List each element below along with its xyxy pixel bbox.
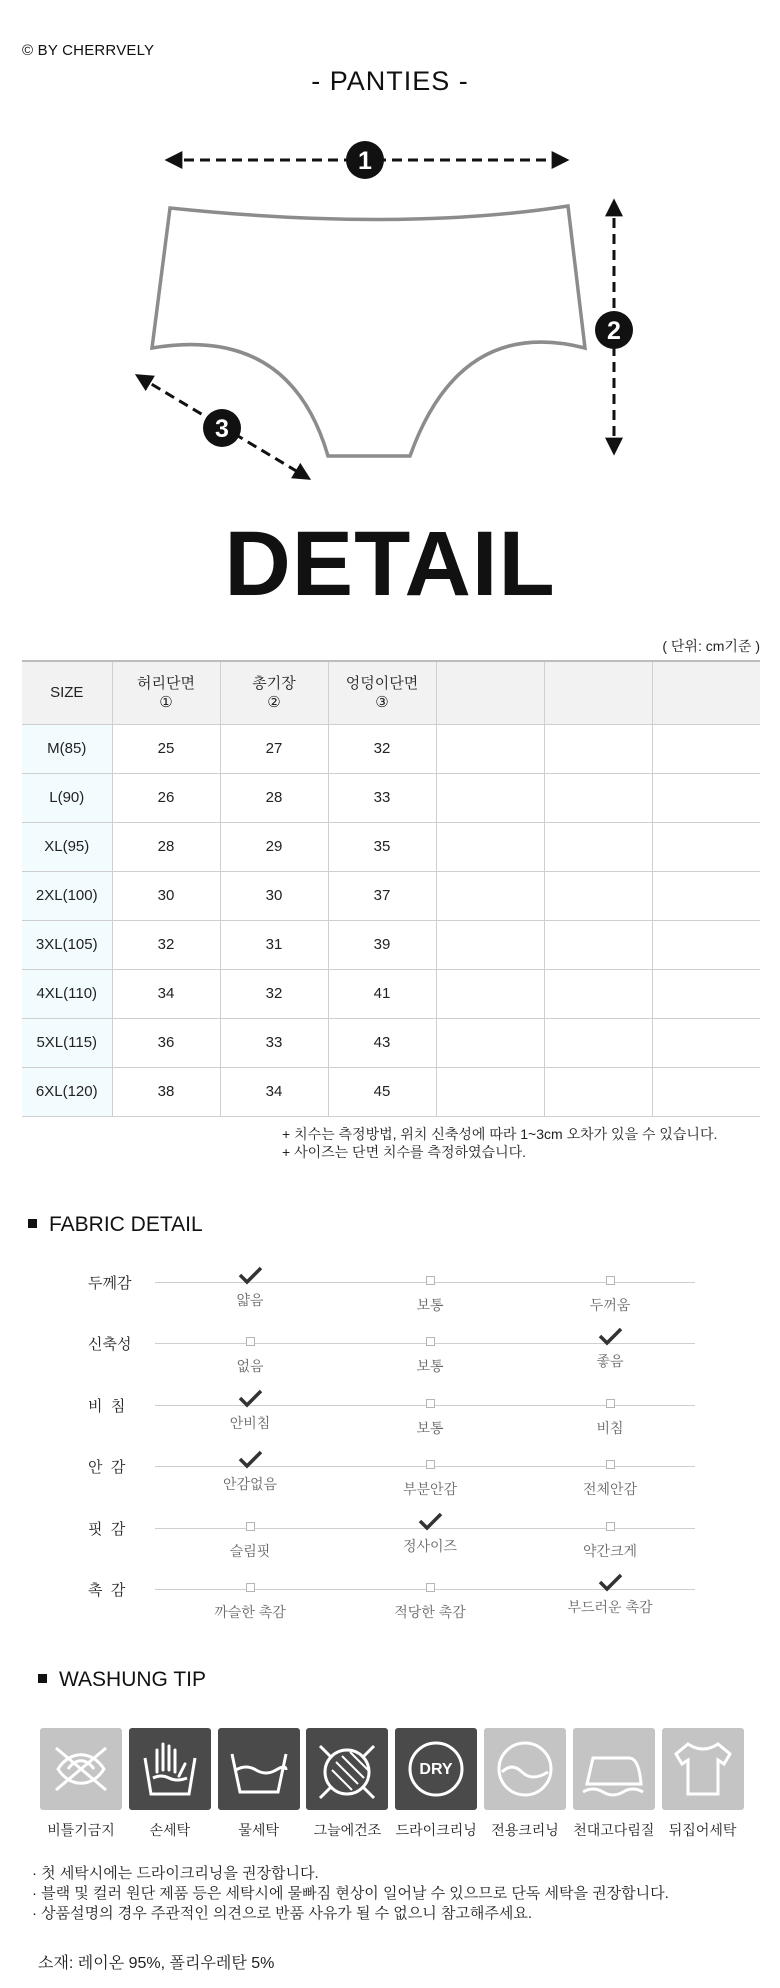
fabric-option [360,1456,500,1499]
table-row [22,920,760,969]
table-cell [436,969,544,1018]
checkbox-icon [246,1337,255,1346]
section-title: - PANTIES - [311,66,469,96]
table-row [22,724,760,773]
table-cell [436,1018,544,1067]
washing-note-3: · 상품설명의 경우 주관적인 의견으로 반품 사유가 될 수 없으니 참고해주세요. [32,1905,533,1922]
hip-arrow [138,376,308,478]
fabric-row-label: 신축성 [88,1336,132,1354]
washing-note-1: · 첫 세탁시에는 드라이크리닝을 권장합니다. [32,1865,319,1882]
checkmark-icon [417,1512,443,1532]
special-clean-icon [484,1728,566,1810]
table-cell: 34 [220,1067,328,1116]
checkbox-icon [246,1583,255,1592]
size-table-header [22,661,760,724]
table-cell: 29 [220,822,328,871]
table-cell [652,920,760,969]
table-cell [436,1067,544,1116]
table-cell: 28 [112,822,220,871]
table-cell: 27 [220,724,328,773]
table-cell: 30 [220,871,328,920]
fabric-option-label: 얇음 [236,1292,264,1308]
header-number: ② [267,693,281,711]
no-twist-icon [40,1728,122,1810]
fabric-row [0,1395,780,1455]
table-row [22,1067,760,1116]
fabric-option [540,1395,680,1438]
checkbox-icon [426,1460,435,1469]
checkmark-icon [237,1266,263,1286]
table-row [22,969,760,1018]
fabric-row-label: 두께감 [88,1275,132,1292]
size-table-header-cell [220,661,328,724]
fabric-option [360,1518,500,1556]
table-cell: 28 [220,773,328,822]
fabric-option-label: 보통 [416,1419,444,1436]
table-cell: 41 [328,969,436,1018]
table-cell: 33 [328,773,436,822]
washing-tip-title: WASHUNG TIP [59,1668,207,1691]
table-cell [544,724,652,773]
size-table-header-cell [112,661,220,724]
unit-note: ( 단위: cm기준 ) [662,638,760,654]
size-table-header-cell [652,661,760,724]
brand-name: © BY CHERRVELY [22,42,155,59]
fabric-option-label: 부드러운 촉감 [567,1599,653,1615]
header-name: 엉덩이단면 [345,674,419,692]
checkbox-icon [606,1460,615,1469]
table-cell [436,822,544,871]
table-cell [544,1018,652,1067]
fabric-option-label: 안비침 [229,1414,271,1431]
fabric-option [360,1272,500,1315]
fabric-option-label: 적당한 촉감 [394,1604,466,1620]
header-name: 총기장 [252,674,296,692]
table-cell: 39 [328,920,436,969]
fabric-row-label: 비 침 [88,1397,126,1415]
size-cell: 2XL(100) [22,871,112,920]
washing-icon-label: 뒤집어세탁 [668,1822,737,1838]
table-cell: 36 [112,1018,220,1067]
table-cell [652,1018,760,1067]
checkmark-icon [597,1327,623,1347]
checkbox-icon [606,1399,615,1408]
washing-note-2: · 블랙 및 컬러 원단 제품 등은 세탁시에 물빠짐 현상이 일어날 수 있으므로 단독 세탁을 권장합니다. [32,1885,669,1902]
fabric-option [360,1579,500,1622]
fabric-option-label: 약간크게 [582,1542,638,1559]
inside-out-icon [662,1728,744,1810]
table-cell: 32 [112,920,220,969]
checkbox-icon [426,1337,435,1346]
fabric-option [180,1395,320,1433]
fabric-row [0,1272,780,1332]
header-name: SIZE [50,684,84,702]
checkmark-icon [597,1573,623,1593]
size-cell: M(85) [22,724,112,773]
table-cell: 33 [220,1018,328,1067]
washing-icon-label: 전용크리닝 [491,1822,559,1838]
size-cell: 3XL(105) [22,920,112,969]
fabric-option [180,1333,320,1376]
table-row [22,822,760,871]
table-cell: 34 [112,969,220,1018]
checkbox-icon [246,1522,255,1531]
fabric-detail-header [28,1213,203,1237]
table-cell [652,822,760,871]
checkbox-icon [426,1276,435,1285]
size-note-1: + 치수는 측정방법, 위치 신축성에 따라 1~3cm 오차가 있을 수 있습니다. [282,1126,718,1142]
size-table [22,660,760,1117]
marker-3-label: 3 [215,415,229,443]
size-table-header-cell [328,661,436,724]
checkbox-icon [606,1522,615,1531]
material-composition: 소재: 레이온 95%, 폴리우레탄 5% [38,1955,275,1972]
washing-icon-label: 비틀기금지 [47,1822,115,1838]
table-cell [544,773,652,822]
size-table-header-cell [544,661,652,724]
fabric-detail-title: FABRIC DETAIL [49,1213,203,1236]
fabric-row-label: 촉 감 [88,1582,126,1599]
fabric-option-label: 비침 [596,1419,624,1436]
header-number: ③ [375,693,389,711]
fabric-option [360,1395,500,1438]
fabric-row-label: 안 감 [88,1459,126,1477]
table-cell: 43 [328,1018,436,1067]
fabric-option-label: 전체안감 [582,1481,638,1498]
table-cell [652,724,760,773]
square-bullet-icon [38,1674,47,1683]
fabric-option [180,1518,320,1561]
fabric-option-label: 없음 [236,1358,264,1375]
fabric-row [0,1579,780,1639]
fabric-row [0,1333,780,1393]
panties-measurement-diagram [0,120,780,510]
hand-wash-icon [129,1728,211,1810]
table-cell: 26 [112,773,220,822]
table-cell: 32 [220,969,328,1018]
size-cell: 5XL(115) [22,1018,112,1067]
table-cell [436,724,544,773]
size-table-header-cell [436,661,544,724]
size-cell: 4XL(110) [22,969,112,1018]
fabric-option [360,1333,500,1376]
washing-tip-header [38,1668,206,1692]
table-cell: 38 [112,1067,220,1116]
table-cell [436,871,544,920]
table-cell: 30 [112,871,220,920]
square-bullet-icon [28,1219,37,1228]
checkmark-icon [237,1450,263,1470]
table-cell [544,822,652,871]
washing-icon-label: 천대고다림질 [573,1822,655,1838]
table-cell: 25 [112,724,220,773]
size-table-header-cell [22,661,112,724]
table-cell [652,1067,760,1116]
fabric-option [540,1518,680,1561]
table-row [22,773,760,822]
checkbox-icon [426,1583,435,1592]
fabric-option-label: 슬림핏 [229,1542,271,1559]
marker-2-label: 2 [607,317,621,345]
table-cell [652,969,760,1018]
table-cell [544,920,652,969]
washing-icon-label: 그늘에건조 [313,1822,382,1838]
fabric-option-label: 두꺼움 [589,1297,631,1313]
marker-1-label: 1 [358,147,372,175]
fabric-row-label: 핏 감 [88,1520,126,1538]
size-cell: 6XL(120) [22,1067,112,1116]
checkmark-icon [237,1389,263,1409]
fabric-option [540,1272,680,1315]
table-row [22,871,760,920]
size-note-2: + 사이즈는 단면 치수를 측정하였습니다. [282,1144,527,1160]
washing-icon-label: 손세탁 [149,1822,191,1838]
waist-arrow [168,141,566,179]
size-cell: L(90) [22,773,112,822]
water-wash-icon [218,1728,300,1810]
size-cell: XL(95) [22,822,112,871]
checkbox-icon [426,1399,435,1408]
fabric-option [540,1456,680,1499]
detail-title: DETAIL [224,513,556,615]
table-cell [652,871,760,920]
length-arrow [595,202,633,452]
fabric-option-label: 좋음 [596,1353,624,1370]
washing-icon-label: 드라이크리닝 [395,1822,477,1838]
fabric-row [0,1456,780,1516]
fabric-option [540,1579,680,1617]
shade-dry-icon [306,1728,388,1810]
fabric-option [180,1272,320,1310]
iron-cloth-icon [573,1728,655,1810]
table-cell: 35 [328,822,436,871]
table-cell [652,773,760,822]
header-number: ① [159,693,173,711]
dry-label: DRY [419,1761,453,1778]
fabric-option-label: 보통 [416,1297,444,1313]
table-cell: 37 [328,871,436,920]
fabric-option-label: 부분안감 [402,1481,458,1498]
table-cell: 45 [328,1067,436,1116]
table-cell [544,1067,652,1116]
fabric-option [180,1456,320,1494]
table-cell [544,969,652,1018]
fabric-option-label: 까슬한 촉감 [214,1604,286,1620]
dry-clean-icon [395,1728,477,1810]
header-name: 허리단면 [137,674,195,692]
table-cell [436,920,544,969]
fabric-row [0,1518,780,1578]
fabric-option [540,1333,680,1371]
checkbox-icon [606,1276,615,1285]
fabric-option-label: 안감없음 [222,1476,278,1493]
washing-icon-label: 물세탁 [238,1822,279,1838]
table-cell: 31 [220,920,328,969]
table-row [22,1018,760,1067]
table-cell: 32 [328,724,436,773]
fabric-option-label: 정사이즈 [402,1537,458,1554]
table-cell [436,773,544,822]
fabric-option [180,1579,320,1622]
fabric-option-label: 보통 [416,1358,444,1375]
table-cell [544,871,652,920]
